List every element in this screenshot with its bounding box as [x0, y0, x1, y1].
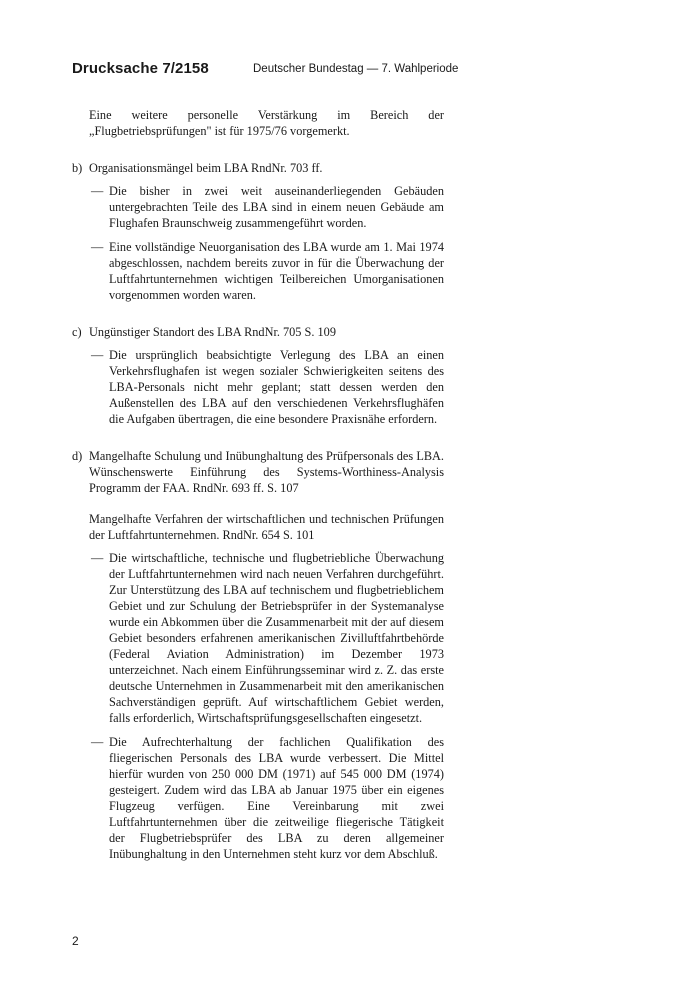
list-item: [89, 347, 444, 427]
section-b: [72, 160, 444, 303]
main-content: [72, 104, 444, 862]
page-header: [72, 60, 632, 82]
list-item: [89, 550, 444, 726]
page-number: 2: [72, 934, 79, 948]
section-label: c): [72, 325, 82, 339]
list-item: [89, 239, 444, 303]
section-subtitle: Mangelhafte Verfahren der wirtschaftlichen und technischen Prüfungen der Luftfahrtunternehmen. RndNr. 654 S. 101: [89, 512, 444, 542]
section-d: [72, 448, 444, 862]
intro-paragraph: Eine weitere personelle Verstärkung im Bereich der „Flugbetriebsprüfungen" ist für 1975/76 vorgemerkt.: [89, 108, 444, 138]
list-item-text: Die wirtschaftliche, technische und flugbetriebliche Überwachung der Luftfahrtunternehmen wird nach neuen Verfahren durchgeführt. Zur Unterstützung des LBA auf technischem und flugbetrieblichem Gebiet und zur Schulung der Betriebsprüfer in der Systemanalyse wurde ein Abkommen über die Zusammenarbeit mit der auf diesem Gebiet besonders erfahrenen amerikanischen Zivilluftfahrtbehörde (Federal Aviation Administration) im Dezember 1973 unterzeichnet. Nach einem Einführungsseminar wird z. Z. das erste deutsche Unternehmen in Zusammenarbeit mit den amerikanischen Sachverständigen geprüft. Auf wirtschaftlichem Gebiet werden, falls erforderlich, Wirtschaftsprüfungsgesellschaften eingesetzt.: [109, 551, 444, 725]
document-source: Deutscher Bundestag — 7. Wahlperiode: [253, 63, 459, 75]
list-item-text: Die Aufrechterhaltung der fachlichen Qualifikation des fliegerischen Personals des LBA wurde verbessert. Die Mittel hierfür wurden von 250 000 DM (1971) auf 545 000 DM (1974) gesteigert. Zudem wird das LBA ab Januar 1975 über ein eigenes Flugzeug verfügen. Eine Vereinbarung mit zwei Luftfahrtunternehmen über die zeitweilige fliegerische Tätigkeit der Flugbetriebsprüfer des LBA zu deren allgemeiner Inübunghaltung in den Unternehmen steht kurz vor dem Abschluß.: [109, 735, 444, 861]
list-item-text: Die ursprünglich beabsichtigte Verlegung des LBA an einen Verkehrsflughafen ist wegen sozialer Schwierigkeiten seitens des LBA-Personals nicht mehr geplant; statt dessen werden den Außenstellen des LBA auf den verschiedenen Verkehrsflughäfen die Aufgaben übertragen, die eine besondere Praxisnähe erfordern.: [109, 348, 444, 426]
dash-marker: —: [91, 240, 104, 254]
section-label: b): [72, 161, 83, 175]
section-title: Organisationsmängel beim LBA RndNr. 703 ff.: [89, 161, 323, 175]
list-item-text: Eine vollständige Neuorganisation des LBA wurde am 1. Mai 1974 abgeschlossen, nachdem bereits zuvor in für die Überwachung der Luftfahrtunternehmen wichtigen Teilbereichen Umorganisationen vorgenommen worden waren.: [109, 240, 444, 302]
list-item-text: Die bisher in zwei weit auseinanderliegenden Gebäuden untergebrachten Teile des LBA sind in einem neuen Gebäude am Flughafen Braunschweig zusammengeführt worden.: [109, 184, 444, 230]
section-title: Mangelhafte Schulung und Inübunghaltung des Prüfpersonals des LBA. Wünschenswerte Einführung des Systems-Worthiness-Analysis Programm der FAA. RndNr. 693 ff. S. 107: [89, 449, 444, 495]
dash-marker: —: [91, 184, 104, 198]
dash-marker: —: [91, 348, 104, 362]
dash-marker: —: [91, 735, 104, 749]
list-item: [89, 734, 444, 862]
section-label: d): [72, 449, 83, 463]
list-item: [89, 183, 444, 231]
section-c: [72, 324, 444, 427]
dash-marker: —: [91, 551, 104, 565]
section-title: Ungünstiger Standort des LBA RndNr. 705 S. 109: [89, 325, 336, 339]
document-number: Drucksache 7/2158: [72, 60, 209, 77]
